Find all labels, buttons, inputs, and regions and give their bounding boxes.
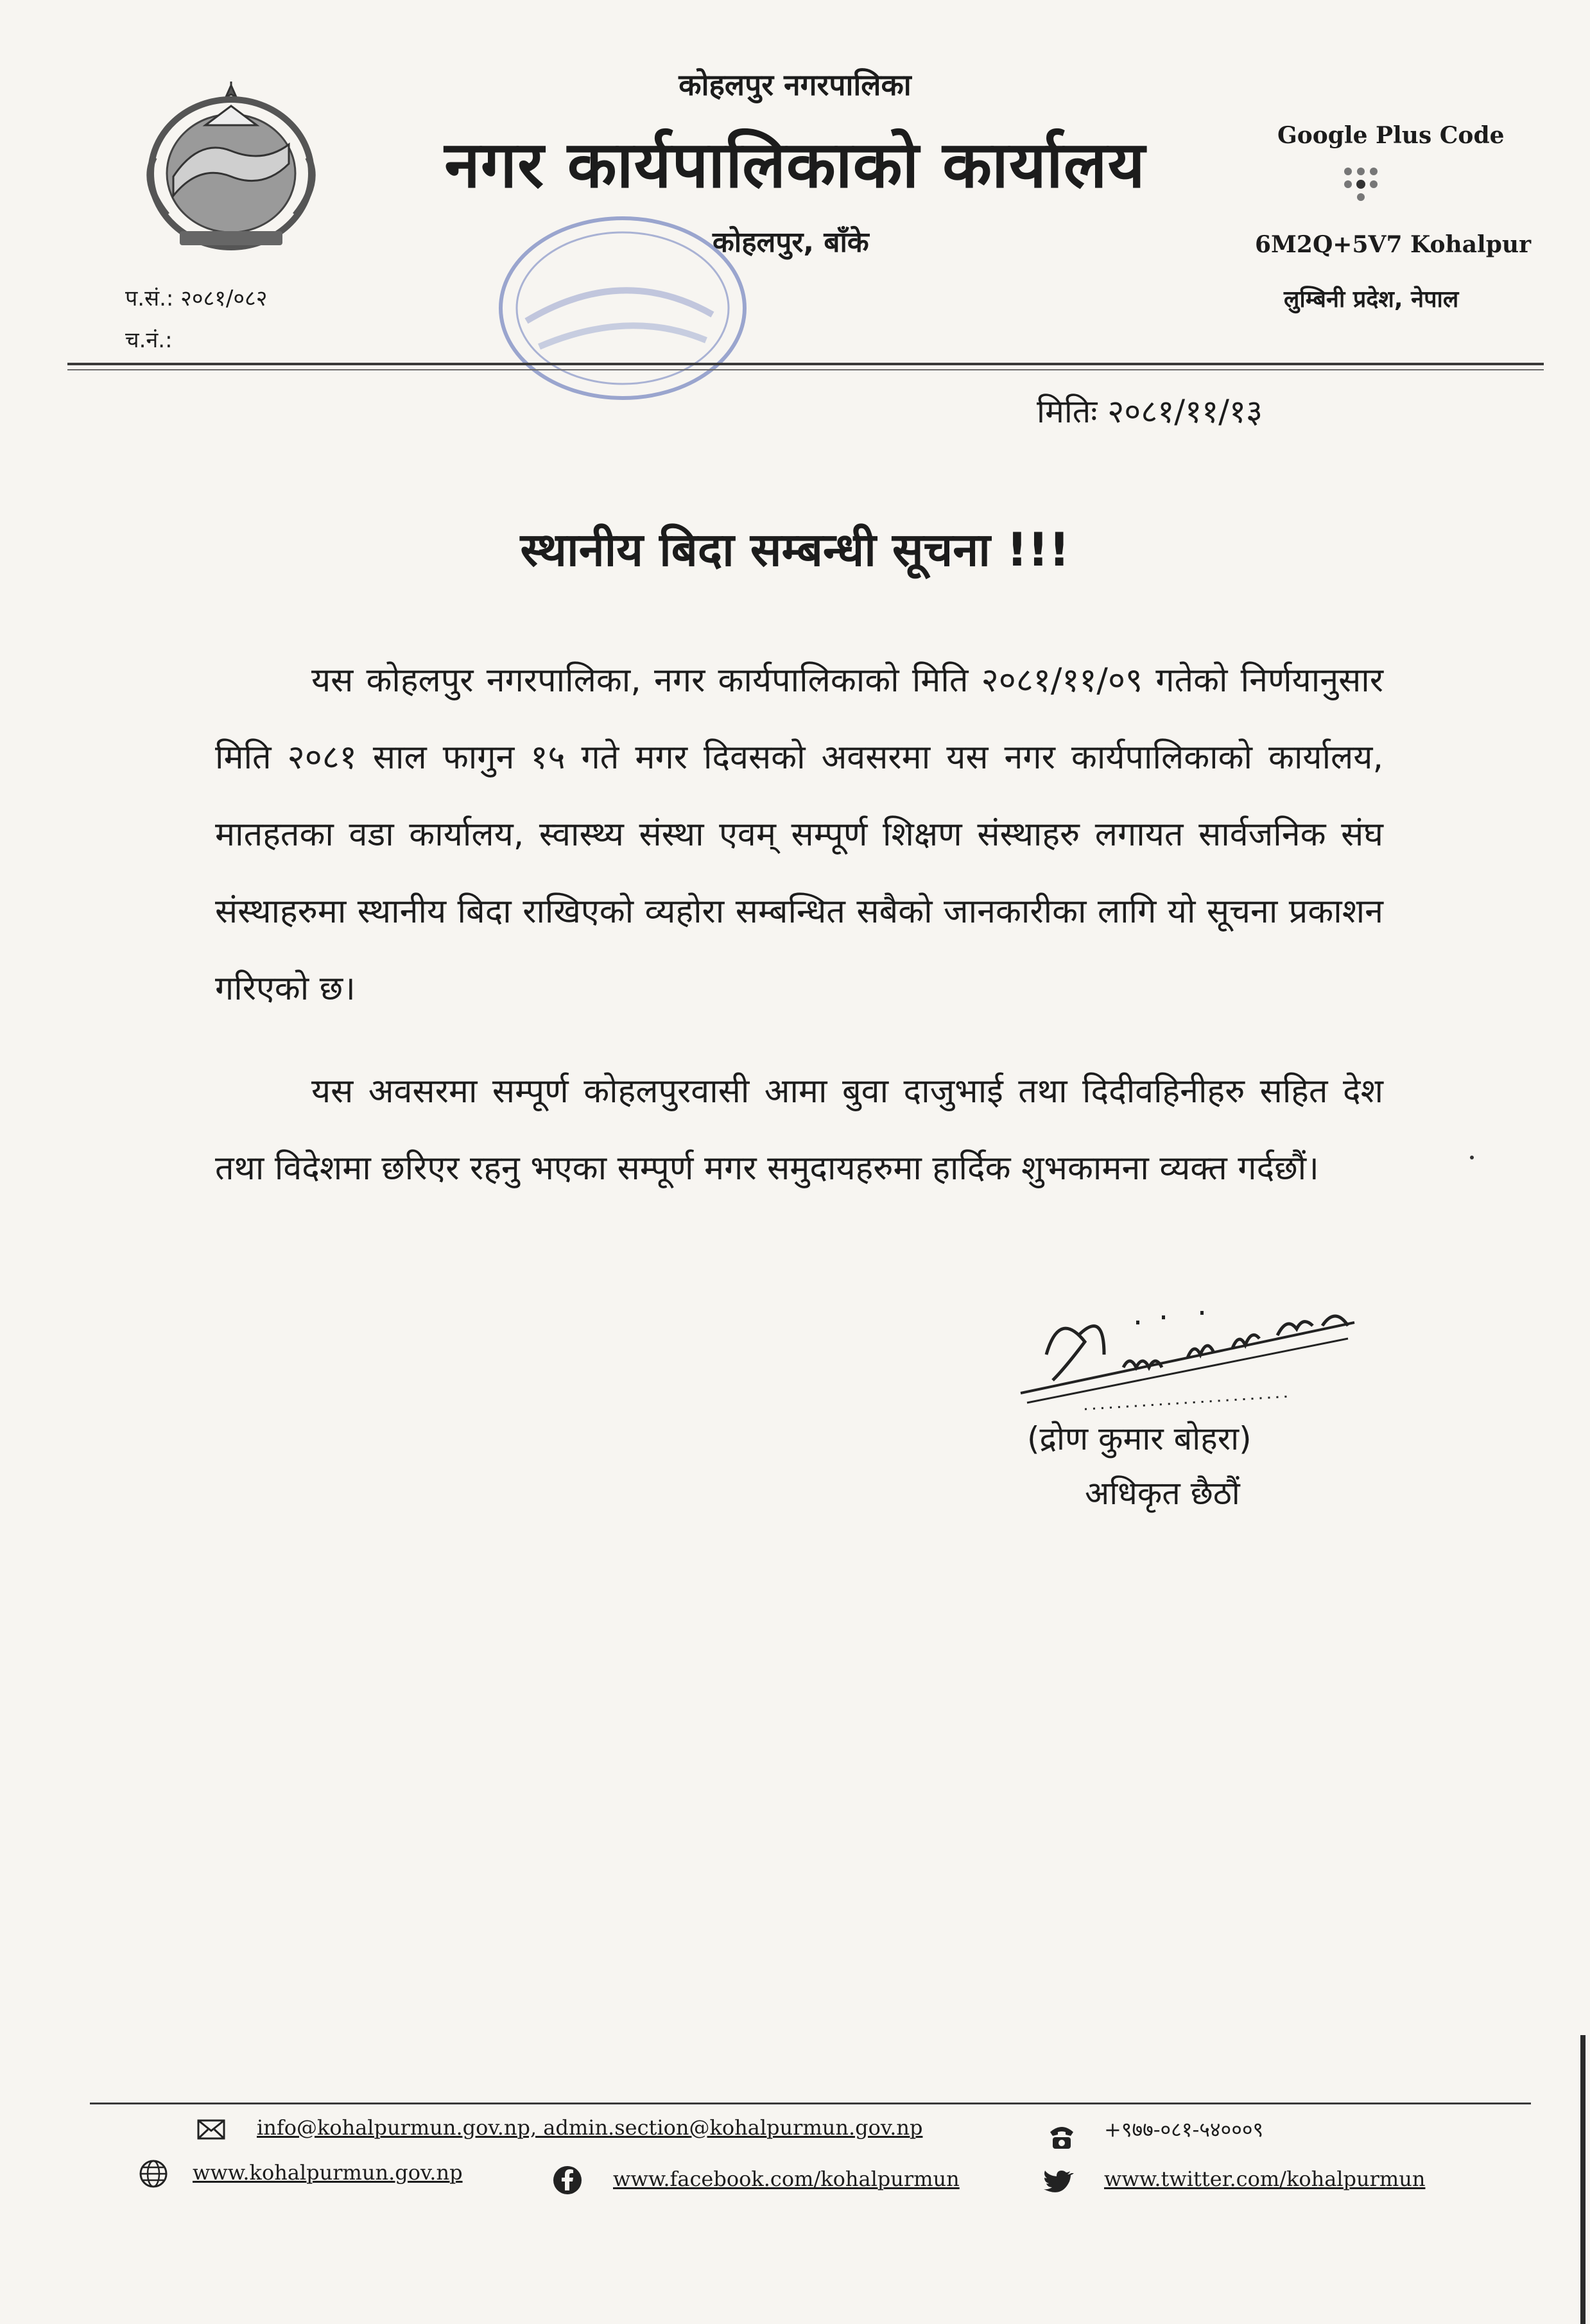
globe-icon [138,2158,169,2189]
province-name: लुम्बिनी प्रदेश, नेपाल [1284,286,1459,313]
email-icon [196,2114,227,2145]
footer-facebook[interactable]: www.facebook.com/kohalpurmun [613,2167,960,2191]
footer-divider [90,2103,1531,2104]
stray-mark [1470,1156,1474,1159]
reference-number: प.सं.: २०८१/०८२ [125,286,268,311]
plus-code-title: Google Plus Code [1277,122,1505,149]
signatory-title: अधिकृत छैठौं [1085,1475,1240,1512]
notice-title: स्थानीय बिदा सम्बन्धी सूचना !!! [520,523,1070,577]
signatory-name: (द्रोण कुमार बोहरा) [1027,1420,1252,1457]
phone-icon [1046,2120,1077,2151]
greeting-paragraph: यस अवसरमा सम्पूर्ण कोहलपुरवासी आमा बुवा दाजुभाई तथा दिदीवहिनीहरु सहित देश तथा विदेशमा छरिएर रहनु भएका सम्पूर्ण मगर समुदायहरुमा हार्दिक शुभकामना व्यक्त गर्दछौं। [215,1072,1383,1188]
plus-code-dots-icon [1335,164,1387,202]
plus-code: 6M2Q+5V7 Kohalpur [1255,231,1532,258]
header-divider-thin [67,369,1544,370]
letter-date: मितिः २०८१/११/१३ [1037,393,1263,430]
office-name: नगर कार्यपालिकाको कार्यालय [444,127,1146,202]
footer-email[interactable]: info@kohalpurmun.gov.np, admin.section@kohalpurmun.gov.np [257,2115,923,2140]
municipality-name: कोहलपुर नगरपालिका [678,67,912,102]
header-divider [67,363,1544,365]
footer-twitter[interactable]: www.twitter.com/kohalpurmun [1104,2167,1426,2191]
twitter-icon [1043,2165,1074,2196]
notice-paragraph: यस कोहलपुर नगरपालिका, नगर कार्यपालिकाको मिति २०८१/११/०९ गतेको निर्णयानुसार मिति २०८१ साल फागुन १५ गते मगर दिवसको अवसरमा यस नगर कार्यपालिकाको कार्यालय, मातहतका वडा कार्यालय, स्वास्थ्य संस्था एवम् सम्पूर्ण शिक्षण संस्थाहरु लगायत सार्वजनिक संघ संस्थाहरुमा स्थानीय बिदा राखिएको व्यहोरा सम्बन्धित सबैको जानकारीका लागि यो सूचना प्रकाशन गरिएको छ। [215,661,1383,1008]
scan-edge-shadow [1580,2035,1586,2324]
handwritten-signature [1008,1297,1380,1412]
footer-phone: +९७७-०८१-५४०००९ [1104,2117,1264,2142]
facebook-icon [552,2165,583,2196]
dispatch-number: च.नं.: [125,327,173,353]
office-stamp [475,212,757,424]
footer-website[interactable]: www.kohalpurmun.gov.np [193,2160,463,2185]
office-location: कोहलपुर, बाँके [713,226,869,259]
